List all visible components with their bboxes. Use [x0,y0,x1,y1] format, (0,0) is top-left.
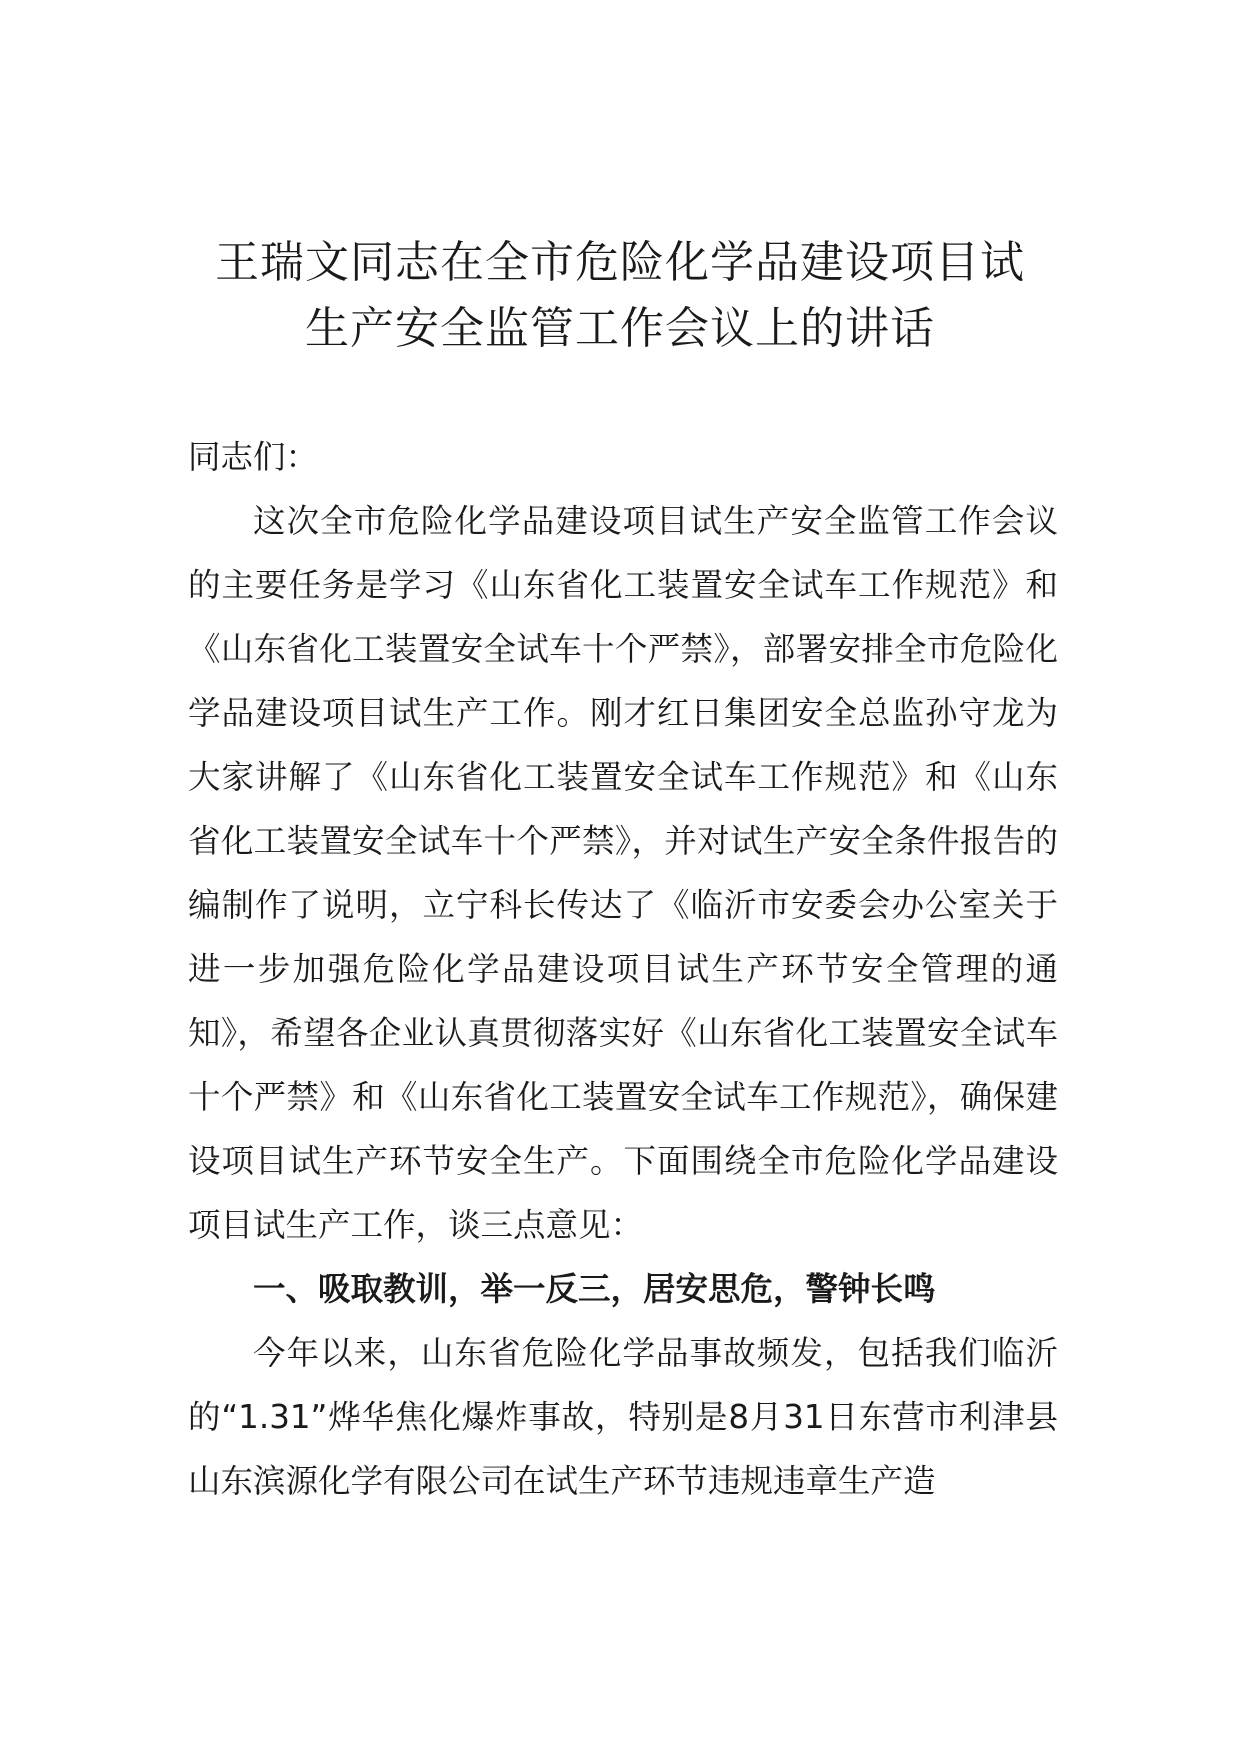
document-body [188,425,1058,1513]
title-line-2: 生产安全监管工作会议上的讲话 [305,303,935,354]
salutation: 同志们： [188,438,319,476]
paragraph-section-1: 今年以来，山东省危险化学品事故频发，包括我们临沂的“1.31”烨华焦化爆炸事故，特别是8月31日东营市利津县山东滨源化学有限公司在试生产环节违规违章生产造 [188,1334,1058,1500]
title-line-1: 王瑞文同志在全市危险化学品建设项目试 [215,237,1025,288]
section-heading-1: 一、吸取教训，举一反三，居安思危，警钟长鸣 [253,1270,936,1308]
paragraph-opening: 这次全市危险化学品建设项目试生产安全监管工作会议的主要任务是学习《山东省化工装置安全试车工作规范》和《山东省化工装置安全试车十个严禁》，部署安排全市危险化学品建设项目试生产工作。刚才红日集团安全总监孙守龙为大家讲解了《山东省化工装置安全试车工作规范》和《山东省化工装置安全试车十个严禁》，并对试生产安全条件报告的编制作了说明，立宁科长传达了《临沂市安委会办公室关于进一步加强危险化学品建设项目试生产环节安全管理的通知》，希望各企业认真贯彻落实好《山东省化工装置安全试车十个严禁》和《山东省化工装置安全试车工作规范》，确保建设项目试生产环节安全生产。下面围绕全市危险化学品建设项目试生产工作，谈三点意见： [188,502,1058,1244]
document-title [150,230,1090,362]
